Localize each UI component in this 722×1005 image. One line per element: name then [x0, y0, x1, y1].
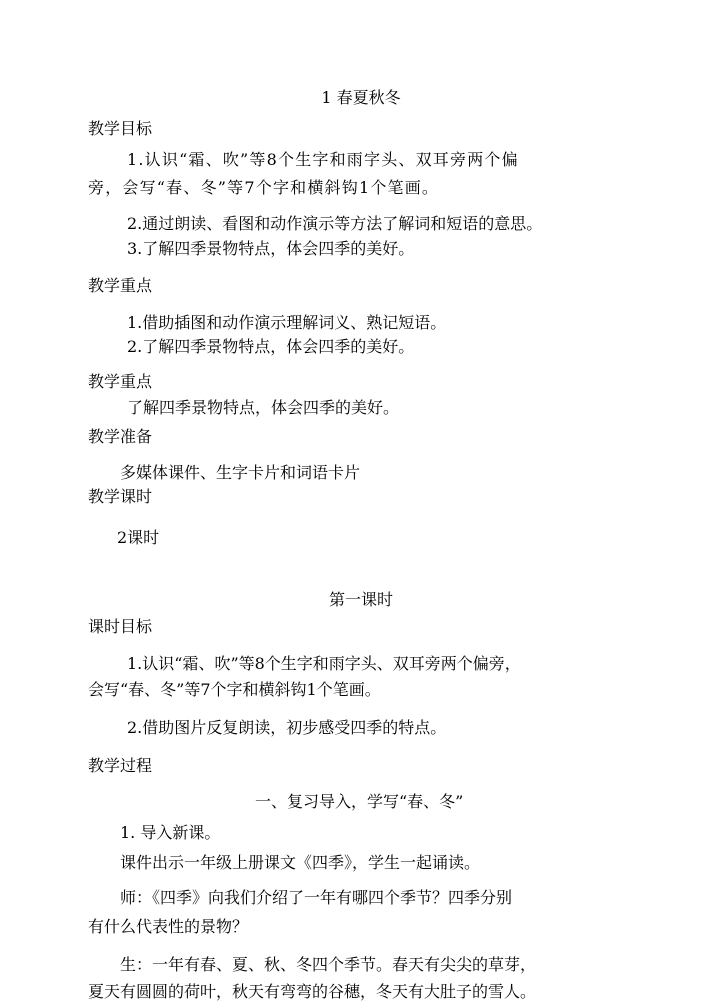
objective-2: 2.通过朗读、看图和动作演示等方法了解词和短语的意思。 — [127, 214, 543, 233]
step-title: 一、复习导入，学写“春、冬” — [255, 792, 464, 811]
lesson-1-objective-1-line-1: 1.认识“霜、吹”等8个生字和雨字头、双耳旁两个偏旁， — [127, 654, 521, 673]
student-line-1: 生：一年有春、夏、秋、冬四个季节。春天有尖尖的草芽， — [120, 955, 537, 974]
hours-heading: 教学课时 — [88, 487, 153, 506]
lesson-title: 1 春夏秋冬 — [321, 88, 401, 107]
student-line-2: 夏天有圆圆的荷叶，秋天有弯弯的谷穗，冬天有大肚子的雪人。 — [88, 982, 537, 1001]
lesson-1-objective-1-line-2: 会写“春、冬”等7个字和横斜钩1个笔画。 — [88, 680, 381, 699]
lesson-1-objectives-heading: 课时目标 — [88, 617, 153, 636]
objective-1-line-2: 旁，会写“春、冬”等7个字和横斜钩1个笔画。 — [88, 178, 440, 197]
objective-3: 3.了解四季景物特点，体会四季的美好。 — [127, 239, 415, 258]
lesson-1-title: 第一课时 — [328, 590, 393, 609]
teacher-line-2: 有什么代表性的景物？ — [88, 917, 249, 936]
process-heading: 教学过程 — [88, 756, 153, 775]
preparation-text: 多媒体课件、生字卡片和词语卡片 — [120, 463, 361, 482]
key-point-1: 1.借助插图和动作演示理解词义、熟记短语。 — [127, 313, 447, 332]
difficulty-heading: 教学重点 — [88, 372, 153, 391]
step-1-text: 课件出示一年级上册课文《四季》，学生一起诵读。 — [120, 853, 481, 872]
lesson-1-objective-2: 2.借助图片反复朗读，初步感受四季的特点。 — [127, 718, 447, 737]
teacher-line-1: 师：《四季》向我们介绍了一年有哪四个季节？四季分别 — [120, 888, 513, 907]
preparation-heading: 教学准备 — [88, 427, 153, 446]
key-points-heading: 教学重点 — [88, 276, 153, 295]
objectives-heading: 教学目标 — [88, 119, 153, 138]
hours-text: 2课时 — [117, 528, 160, 547]
key-point-2: 2.了解四季景物特点，体会四季的美好。 — [127, 337, 415, 356]
step-1: 1. 导入新课。 — [120, 823, 221, 842]
difficulty-text: 了解四季景物特点，体会四季的美好。 — [127, 398, 400, 417]
objective-1-line-1: 1.认识“霜、吹”等8个生字和雨字头、双耳旁两个偏 — [127, 150, 519, 169]
